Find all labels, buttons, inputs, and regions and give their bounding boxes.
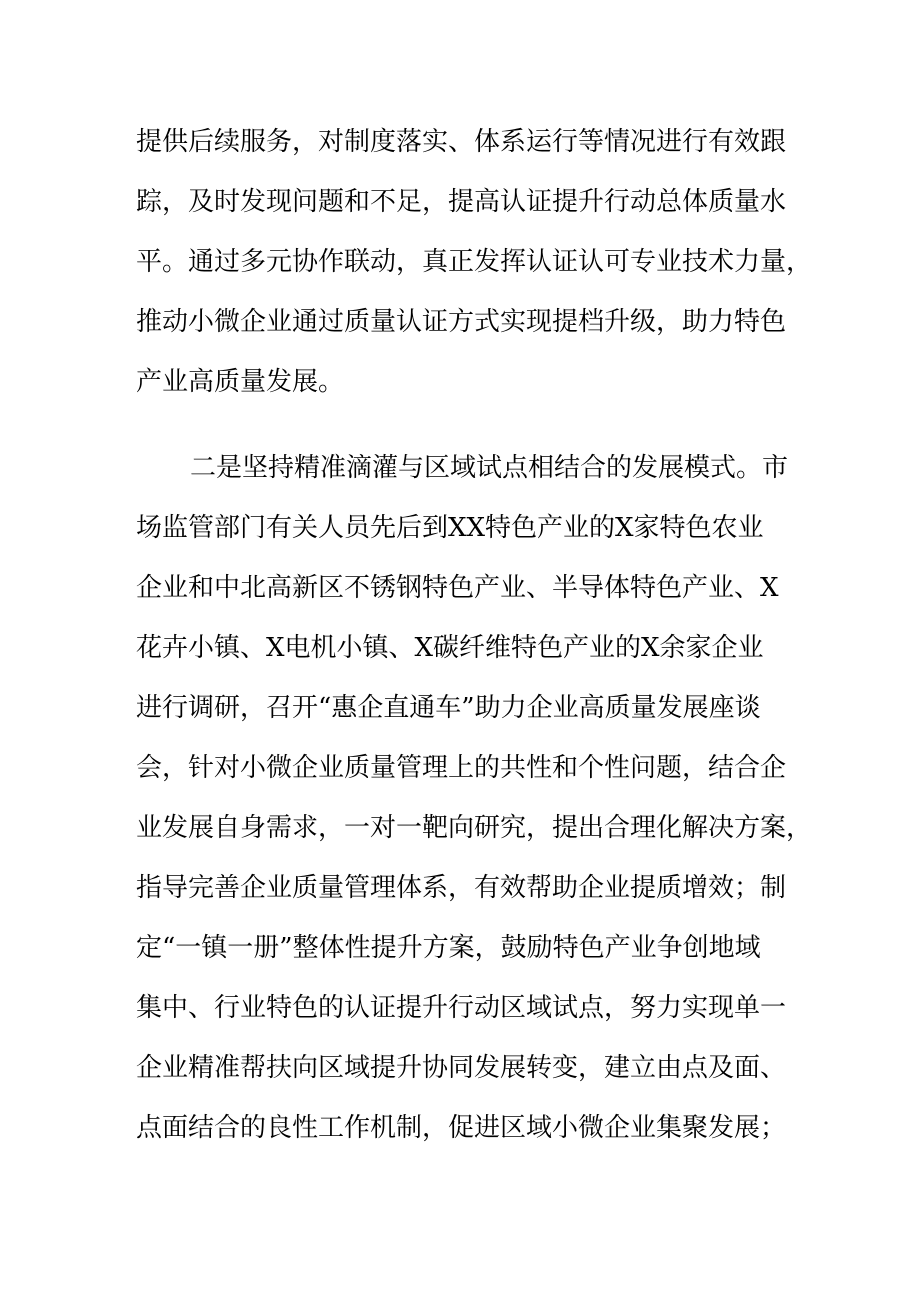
- paragraph-1-line-3: 平。通过多元协作联动，真正发挥认证认可专业技术力量，: [136, 247, 813, 277]
- paragraph-2-line-11: 企业精准帮扶向区域提升协同发展转变，建立由点及面、: [136, 1053, 787, 1083]
- paragraph-1-line-5: 产业高质量发展。: [136, 367, 345, 397]
- paragraph-2-line-10: 集中、行业特色的认证提升行动区域试点，努力实现单一: [136, 993, 787, 1023]
- paragraph-1-line-4: 推动小微企业通过质量认证方式实现提档升级，助力特色: [136, 307, 787, 337]
- paragraph-1-line-1: 提供后续服务，对制度落实、体系运行等情况进行有效跟: [136, 127, 787, 157]
- paragraph-2-line-6: 会，针对小微企业质量管理上的共性和个性问题，结合企: [136, 753, 787, 783]
- paragraph-2-line-4: 花卉小镇、X电机小镇、X碳纤维特色产业的X余家企业: [136, 633, 764, 663]
- paragraph-2-line-3: 企业和中北高新区不锈钢特色产业、半导体特色产业、X: [136, 573, 779, 603]
- paragraph-2-line-1: 二是坚持精准滴灌与区域试点相结合的发展模式。市: [190, 453, 789, 483]
- paragraph-2-line-12: 点面结合的良性工作机制，促进区域小微企业集聚发展；: [136, 1113, 787, 1143]
- paragraph-2-line-5: 进行调研，召开“惠企直通车”助力企业高质量发展座谈: [136, 693, 761, 723]
- paragraph-2-line-8: 指导完善企业质量管理体系，有效帮助企业提质增效；制: [136, 873, 787, 903]
- paragraph-2-line-9: 定“一镇一册”整体性提升方案，鼓励特色产业争创地域: [136, 933, 761, 963]
- paragraph-2-line-7: 业发展自身需求，一对一靶向研究，提出合理化解决方案，: [136, 813, 813, 843]
- paragraph-1-line-2: 踪，及时发现问题和不足，提高认证提升行动总体质量水: [136, 187, 787, 217]
- paragraph-2-line-2: 场监管部门有关人员先后到XX特色产业的X家特色农业: [136, 513, 764, 543]
